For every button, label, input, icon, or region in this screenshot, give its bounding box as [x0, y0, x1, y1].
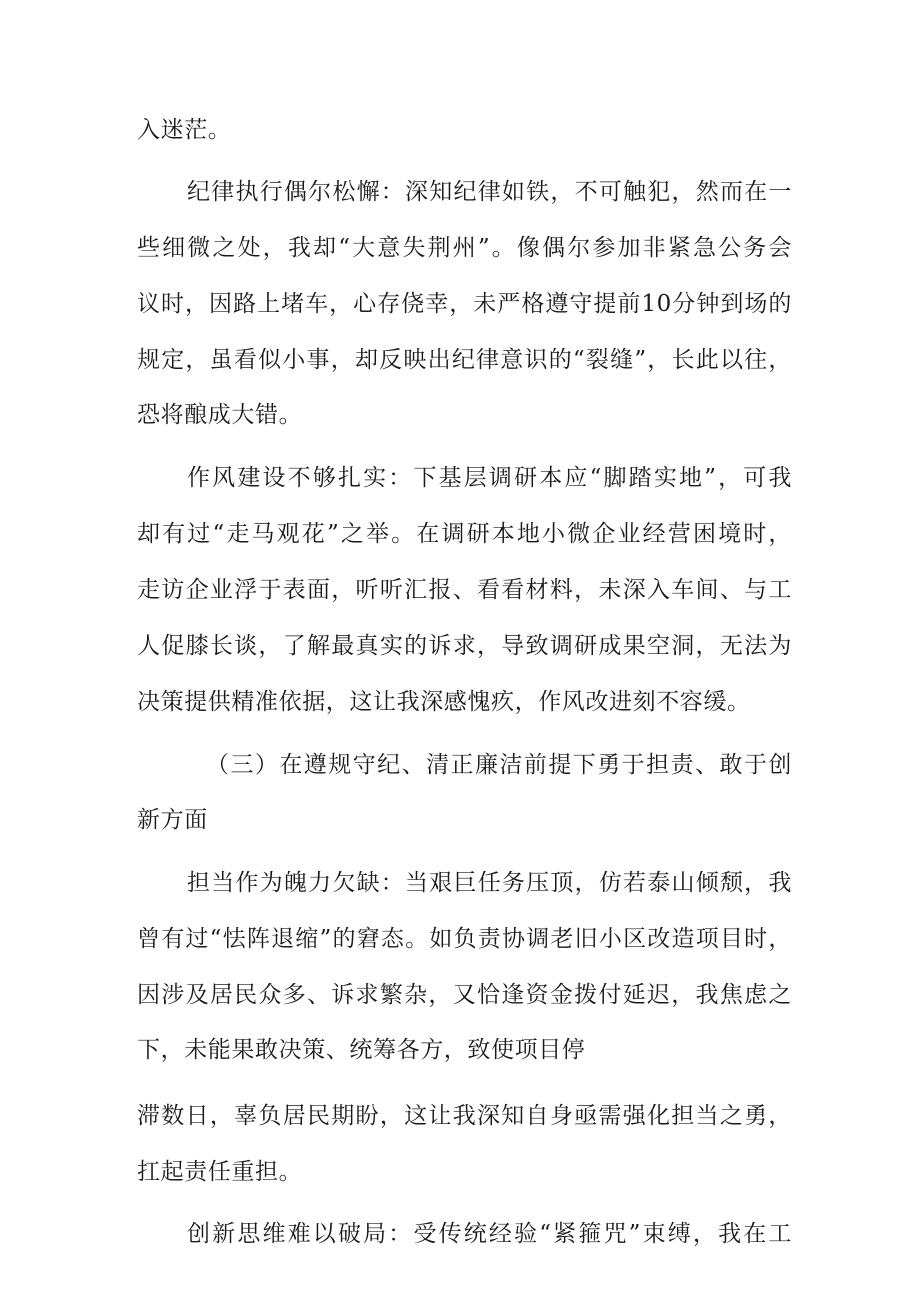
paragraph-line: 纪律执行偶尔松懈：深知纪律如铁，不可触犯，然而在一 — [187, 179, 792, 205]
paragraph-line: 决策提供精准依据，这让我深感愧疚，作风改进刻不容缓。 — [137, 689, 751, 715]
paragraph-line: 议时，因路上堵车，心存侥幸，未严格遵守提前10分钟到场的 — [137, 291, 792, 317]
paragraph-line: 担当作为魄力欠缺：当艰巨任务压顶，仿若泰山倾颓，我 — [187, 870, 792, 896]
paragraph-line: 规定，虽看似小事，却反映出纪律意识的“裂缝”，长此以往， — [137, 347, 792, 373]
paragraph-line: 些细微之处，我却“大意失荆州”。像偶尔参加非紧急公务会 — [137, 235, 792, 261]
section-heading: 新方面 — [137, 807, 208, 833]
paragraph-line: 因涉及居民众多、诉求繁杂，又恰逢资金拨付延迟，我焦虑之 — [137, 982, 792, 1008]
paragraph-line: 滞数日，辜负居民期盼，这让我深知自身亟需强化担当之勇， — [137, 1103, 792, 1129]
section-heading: （三）在遵规守纪、清正廉洁前提下勇于担责、敢于创 — [206, 752, 792, 778]
paragraph-line: 却有过“走马观花”之举。在调研本地小微企业经营困境时， — [137, 521, 792, 547]
paragraph-line: 扛起责任重担。 — [137, 1159, 303, 1185]
paragraph-line: 人促膝长谈，了解最真实的诉求，导致调研成果空洞，无法为 — [137, 633, 792, 659]
paragraph-line: 走访企业浮于表面，听听汇报、看看材料，未深入车间、与工 — [137, 577, 792, 603]
paragraph-line: 作风建设不够扎实：下基层调研本应“脚踏实地”，可我 — [187, 465, 792, 491]
paragraph-line: 下，未能果敢决策、统筹各方，致使项目停 — [137, 1037, 586, 1063]
paragraph-line: 创新思维难以破局：受传统经验“紧箍咒”束缚，我在工 — [187, 1221, 792, 1247]
paragraph-line: 入迷茫。 — [137, 117, 232, 143]
paragraph-line: 曾有过“怯阵退缩”的窘态。如负责协调老旧小区改造项目时， — [137, 926, 792, 952]
paragraph-line: 恐将酿成大错。 — [137, 402, 303, 428]
